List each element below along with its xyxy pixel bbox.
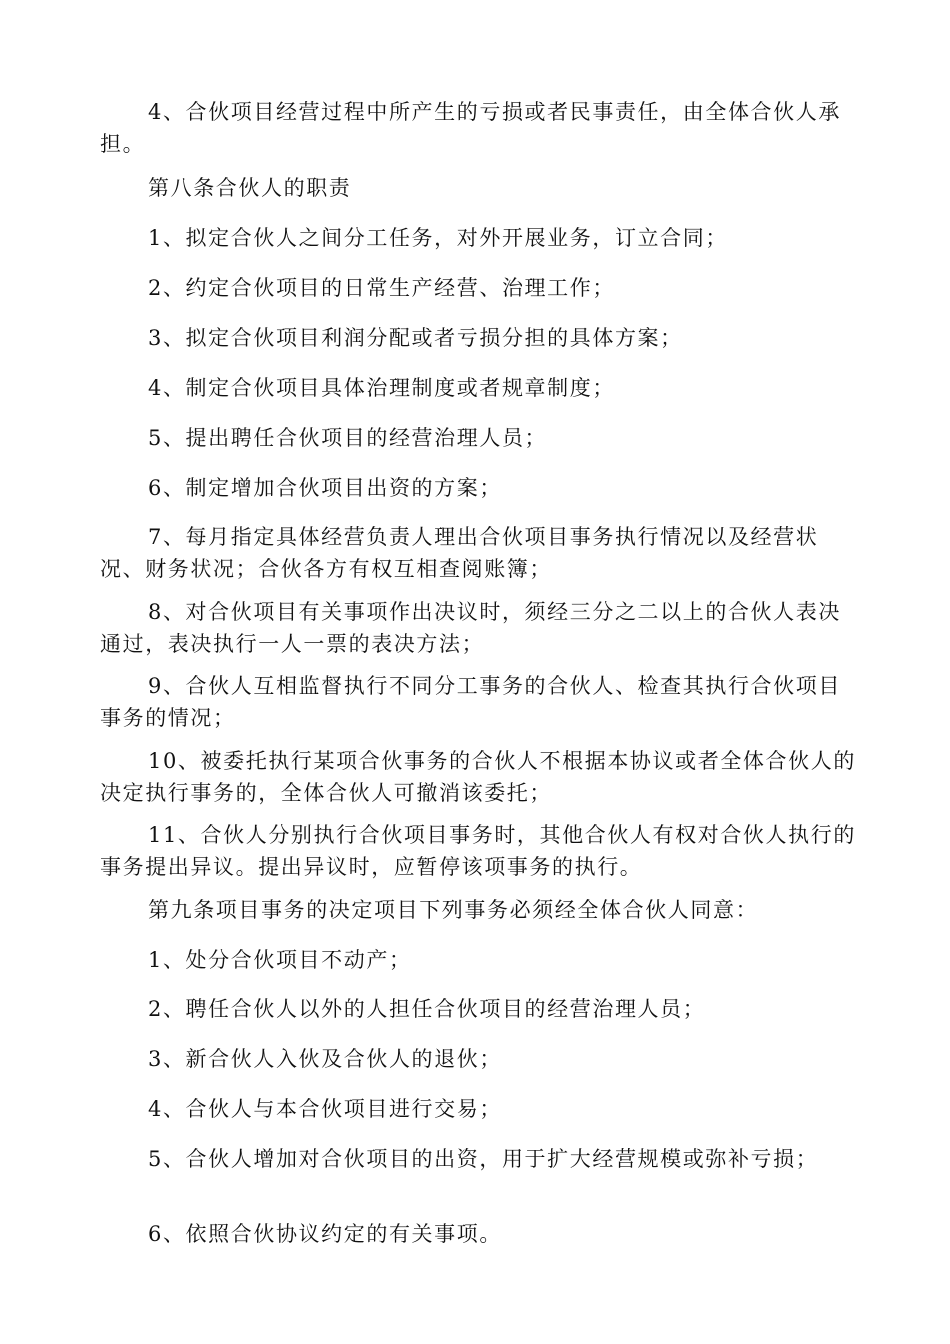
paragraph-article-8-item-6: 6、制定增加合伙项目出资的方案； (148, 476, 502, 500)
paragraph-article-9-item-2: 2、聘任合伙人以外的人担任合伙项目的经营治理人员； (148, 997, 706, 1021)
paragraph-article-8-item-4: 4、制定合伙项目具体治理制度或者规章制度； (148, 376, 615, 400)
paragraph-article-8-item-10: 10、被委托执行某项合伙事务的合伙人不根据本协议或者全体合伙人的决定执行事务的，全体合伙人可撤消该委托； (100, 749, 856, 805)
paragraph-article-8-item-9: 9、合伙人互相监督执行不同分工事务的合伙人、检查其执行合伙项目事务的情况； (100, 674, 841, 730)
paragraph-article-8-item-7: 7、每月指定具体经营负责人理出合伙项目事务执行情况以及经营状况、财务状况；合伙各方有权互相查阅账簿； (100, 525, 819, 581)
paragraph-article-8-item-3: 3、拟定合伙项目利润分配或者亏损分担的具体方案； (148, 326, 683, 350)
paragraph-article-8-item-2: 2、约定合伙项目的日常生产经营、治理工作； (148, 276, 615, 300)
paragraph-article-8-item-8: 8、对合伙项目有关事项作出决议时，须经三分之二以上的合伙人表决通过，表决执行一人一票的表决方法； (100, 600, 841, 656)
paragraph-article-8-item-11: 11、合伙人分别执行合伙项目事务时，其他合伙人有权对合伙人执行的事务提出异议。提出异议时，应暂停该项事务的执行。 (100, 823, 856, 879)
paragraph-article-9-item-1: 1、处分合伙项目不动产； (148, 948, 412, 972)
paragraph-clause-7-item-4: 4、合伙项目经营过程中所产生的亏损或者民事责任，由全体合伙人承担。 (100, 100, 841, 156)
section-heading-article-8: 第八条合伙人的职责 (148, 176, 352, 200)
paragraph-article-9-item-4: 4、合伙人与本合伙项目进行交易； (148, 1097, 502, 1121)
paragraph-article-9-item-5: 5、合伙人增加对合伙项目的出资，用于扩大经营规模或弥补亏损； (148, 1147, 819, 1171)
paragraph-article-8-item-5: 5、提出聘任合伙项目的经营治理人员； (148, 426, 548, 450)
paragraph-article-9-item-3: 3、新合伙人入伙及合伙人的退伙； (148, 1047, 502, 1071)
paragraph-article-9-item-6: 6、依照合伙协议约定的有关事项。 (148, 1222, 502, 1246)
paragraph-article-8-item-1: 1、拟定合伙人之间分工任务，对外开展业务，订立合同； (148, 226, 728, 250)
section-heading-article-9: 第九条项目事务的决定项目下列事务必须经全体合伙人同意： (148, 898, 759, 922)
